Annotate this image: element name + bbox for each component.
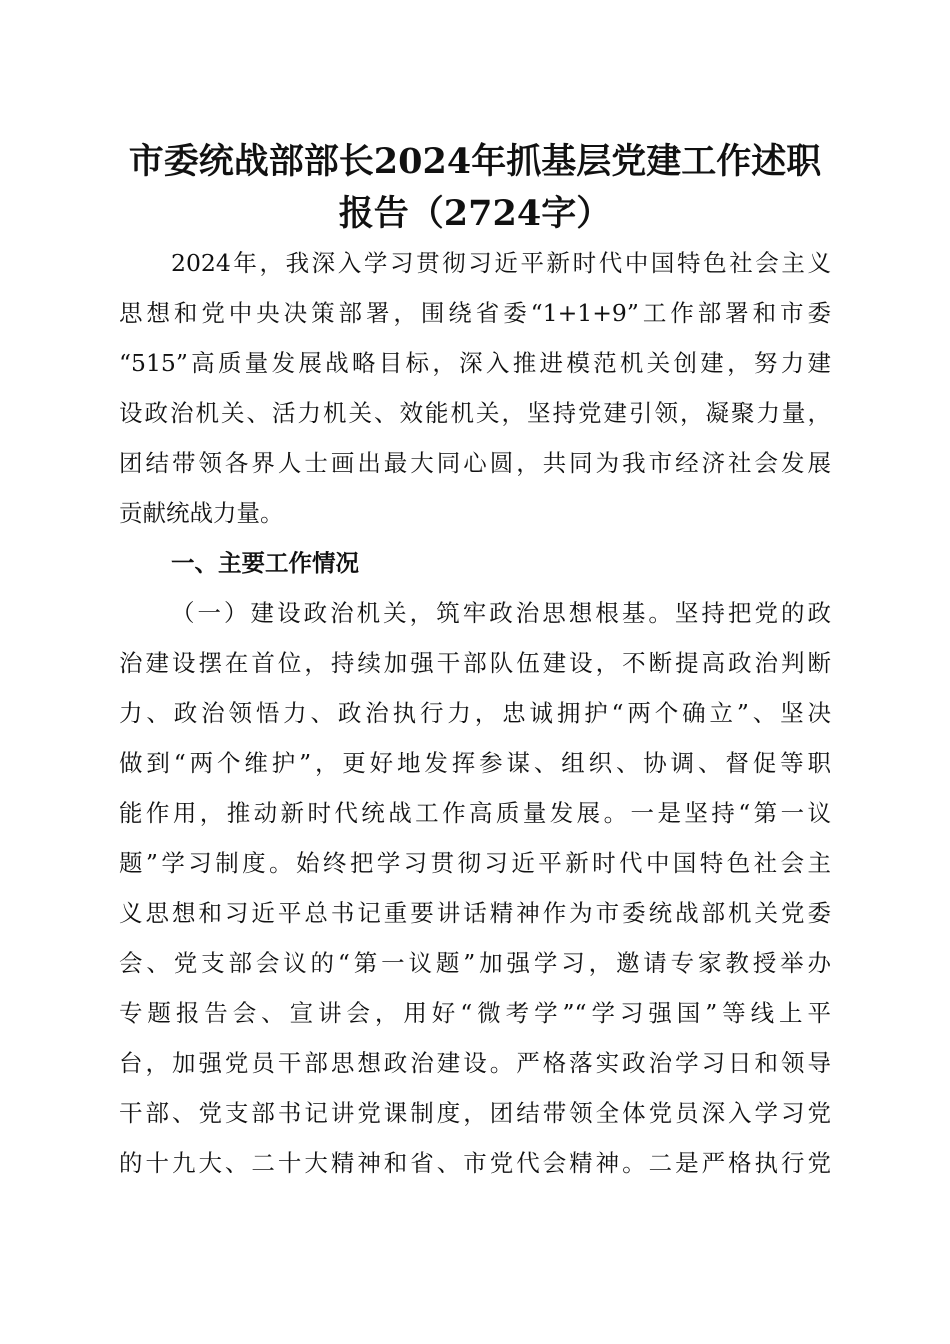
intro-line-3: “515”高质量发展战略目标，深入推进模范机关创建，努力建 — [119, 349, 831, 377]
intro-line-5: 团结带领各界人士画出最大同心圆，共同为我市经济社会发展 — [119, 449, 831, 477]
document-title-line-1: 市委统战部部长2024年抓基层党建工作述职 — [128, 141, 822, 182]
body-line-4: 做到“两个维护”，更好地发挥参谋、组织、协调、督促等职 — [119, 749, 831, 777]
document-title-line-2: 报告（2724字） — [338, 193, 612, 234]
body-line-8: 会、党支部会议的“第一议题”加强学习，邀请专家教授举办 — [119, 949, 831, 977]
intro-line-2: 思想和党中央决策部署，围绕省委“1+1+9”工作部署和市委 — [119, 299, 831, 327]
body-line-12: 的十九大、二十大精神和省、市党代会精神。二是严格执行党 — [119, 1149, 831, 1177]
body-line-1: （一）建设政治机关，筑牢政治思想根基。坚持把党的政 — [171, 599, 831, 627]
intro-line-6: 贡献统战力量。 — [119, 499, 284, 527]
intro-line-4: 设政治机关、活力机关、效能机关，坚持党建引领，凝聚力量， — [119, 399, 831, 427]
section-heading: 一、主要工作情况 — [171, 549, 359, 577]
body-line-3: 力、政治领悟力、政治执行力，忠诚拥护“两个确立”、坚决 — [119, 699, 831, 727]
body-line-5: 能作用，推动新时代统战工作高质量发展。一是坚持“第一议 — [119, 799, 831, 827]
intro-line-1: 2024年，我深入学习贯彻习近平新时代中国特色社会主义 — [171, 249, 831, 277]
body-line-9: 专题报告会、宣讲会，用好“微考学”“学习强国”等线上平 — [119, 999, 831, 1027]
body-line-7: 义思想和习近平总书记重要讲话精神作为市委统战部机关党委 — [119, 899, 831, 927]
body-line-2: 治建设摆在首位，持续加强干部队伍建设，不断提高政治判断 — [119, 649, 831, 677]
body-line-11: 干部、党支部书记讲党课制度，团结带领全体党员深入学习党 — [119, 1099, 831, 1127]
body-line-10: 台，加强党员干部思想政治建设。严格落实政治学习日和领导 — [119, 1049, 831, 1077]
body-line-6: 题”学习制度。始终把学习贯彻习近平新时代中国特色社会主 — [119, 849, 831, 877]
